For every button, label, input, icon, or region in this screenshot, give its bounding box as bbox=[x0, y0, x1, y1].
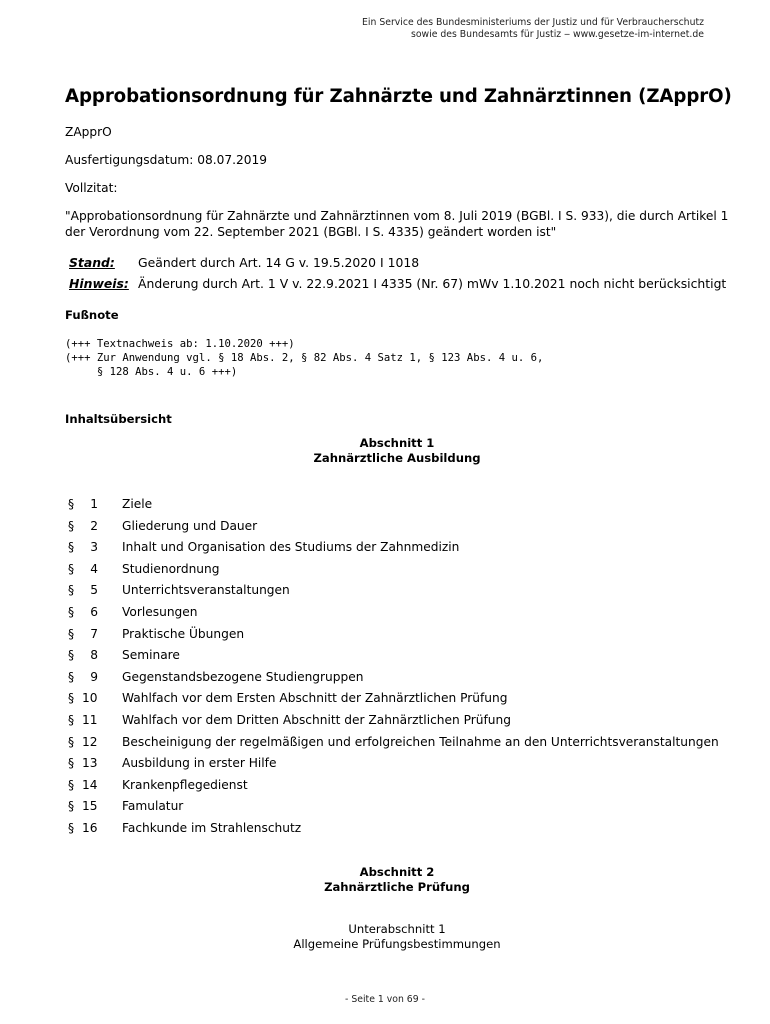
section-sign: § bbox=[68, 712, 75, 727]
unterabschnitt-1-number: Unterabschnitt 1 bbox=[348, 922, 446, 936]
section-sign: § bbox=[68, 626, 75, 641]
toc-list bbox=[0, 494, 770, 840]
stand-value: Geändert durch Art. 14 G v. 19.5.2020 I 1018 bbox=[138, 255, 420, 270]
abschnitt-2-number: Abschnitt 2 bbox=[359, 865, 435, 879]
toc-entry[interactable] bbox=[0, 818, 770, 840]
toc-entry-number: 2 bbox=[90, 518, 98, 533]
unterabschnitt-1-title: Allgemeine Prüfungsbestimmungen bbox=[293, 937, 501, 951]
toc-entry[interactable] bbox=[0, 580, 770, 602]
toc-entry-title: Wahlfach vor dem Dritten Abschnitt der Zahnärztlichen Prüfung bbox=[122, 712, 511, 727]
toc-entry[interactable] bbox=[0, 624, 770, 646]
toc-entry-number: 1 bbox=[90, 497, 98, 511]
toc-entry-number: 4 bbox=[90, 561, 98, 576]
toc-entry-title: Inhalt und Organisation des Studiums der Zahnmedizin bbox=[122, 540, 460, 555]
section-sign: § bbox=[68, 756, 75, 771]
toc-entry-title: Studienordnung bbox=[122, 561, 220, 576]
toc-entry-title: Praktische Übungen bbox=[122, 626, 245, 641]
section-sign: § bbox=[68, 669, 75, 684]
section-sign: § bbox=[68, 518, 75, 533]
section-sign: § bbox=[68, 648, 75, 663]
section-sign: § bbox=[68, 799, 75, 814]
section-sign: § bbox=[68, 497, 75, 511]
toc-entry-number: 10 bbox=[82, 691, 98, 706]
toc-entry-title: Famulatur bbox=[122, 799, 184, 814]
toc-entry-title: Gliederung und Dauer bbox=[122, 518, 258, 533]
section-sign: § bbox=[68, 691, 75, 706]
toc-entry-title: Fachkunde im Strahlenschutz bbox=[122, 820, 302, 835]
abschnitt-1-title: Zahnärztliche Ausbildung bbox=[313, 451, 481, 465]
section-sign: § bbox=[68, 604, 75, 619]
header-line-2: sowie des Bundesamts für Justiz ‒ www.gesetze-im-internet.de bbox=[410, 28, 704, 40]
abschnitt-2-heading bbox=[65, 865, 729, 895]
ausfertigungsdatum: Ausfertigungsdatum: 08.07.2019 bbox=[65, 153, 267, 167]
document-title: Approbationsordnung für Zahnärzte und Zahnärztinnen (ZApprO) bbox=[65, 86, 732, 107]
toc-heading: Inhaltsübersicht bbox=[65, 412, 172, 426]
toc-entry[interactable] bbox=[0, 796, 770, 818]
toc-entry[interactable] bbox=[0, 645, 770, 667]
toc-entry-title: Wahlfach vor dem Ersten Abschnitt der Zahnärztlichen Prüfung bbox=[122, 691, 508, 706]
toc-entry-title: Ziele bbox=[122, 497, 153, 511]
toc-entry[interactable] bbox=[0, 667, 770, 689]
toc-entry[interactable] bbox=[0, 559, 770, 581]
section-sign: § bbox=[68, 734, 75, 749]
toc-entry-number: 12 bbox=[82, 734, 98, 749]
toc-entry[interactable] bbox=[0, 688, 770, 710]
section-sign: § bbox=[68, 820, 75, 835]
toc-entry[interactable] bbox=[0, 710, 770, 732]
toc-entry-title: Vorlesungen bbox=[122, 604, 198, 619]
toc-entry[interactable] bbox=[0, 775, 770, 797]
toc-entry-number: 8 bbox=[90, 648, 98, 663]
unterabschnitt-1-heading bbox=[65, 922, 729, 952]
abbreviation: ZApprO bbox=[65, 125, 112, 139]
toc-entry[interactable] bbox=[0, 602, 770, 624]
abschnitt-2-title: Zahnärztliche Prüfung bbox=[324, 880, 470, 894]
toc-entry-title: Seminare bbox=[122, 648, 180, 663]
section-sign: § bbox=[68, 561, 75, 576]
fussnote-body: (+++ Textnachweis ab: 1.10.2020 +++) (+++ Zur Anwendung vgl. § 18 Abs. 2, § 82 Abs. 4 Satz 1, § 123 Abs. 4 u. 6, § 128 Abs. 4 u. 6 +++) bbox=[65, 338, 544, 378]
toc-entry-title: Unterrichtsveranstaltungen bbox=[122, 583, 290, 598]
page-footer: - Seite 1 von 69 - bbox=[345, 994, 425, 1005]
toc-entry-number: 9 bbox=[90, 669, 98, 684]
toc-entry[interactable] bbox=[0, 494, 770, 516]
toc-entry-number: 5 bbox=[90, 583, 98, 598]
abschnitt-1-heading bbox=[65, 436, 729, 466]
hinweis-label: Hinweis: bbox=[69, 276, 129, 291]
toc-entry-title: Gegenstandsbezogene Studiengruppen bbox=[122, 669, 364, 684]
toc-entry-title: Krankenpflegedienst bbox=[122, 777, 248, 792]
toc-entry-number: 15 bbox=[82, 799, 98, 814]
toc-entry[interactable] bbox=[0, 516, 770, 538]
toc-entry[interactable] bbox=[0, 753, 770, 775]
toc-entry-number: 13 bbox=[82, 756, 98, 771]
fussnote-heading: Fußnote bbox=[65, 308, 119, 322]
abschnitt-1-number: Abschnitt 1 bbox=[359, 436, 435, 450]
toc-entry-number: 6 bbox=[90, 604, 98, 619]
toc-entry-number: 11 bbox=[82, 712, 98, 727]
toc-entry-number: 16 bbox=[82, 820, 98, 835]
toc-entry-title: Ausbildung in erster Hilfe bbox=[122, 756, 277, 771]
toc-entry-number: 7 bbox=[90, 626, 98, 641]
vollzitat-text: "Approbationsordnung für Zahnärzte und Zahnärztinnen vom 8. Juli 2019 (BGBl. I S. 933), die durch Artikel 1 der Verordnung vom 22. September 2021 (BGBl. I S. 4335) geändert worden ist" bbox=[65, 209, 729, 239]
toc-entry[interactable] bbox=[0, 732, 770, 754]
page-header bbox=[204, 17, 704, 40]
hinweis-value: Änderung durch Art. 1 V v. 22.9.2021 I 4335 (Nr. 67) mWv 1.10.2021 noch nicht berücksichtigt bbox=[138, 276, 727, 291]
toc-entry[interactable] bbox=[0, 537, 770, 559]
section-sign: § bbox=[68, 540, 75, 555]
section-sign: § bbox=[68, 777, 75, 792]
toc-entry-title: Bescheinigung der regelmäßigen und erfolgreichen Teilnahme an den Unterrichtsveranstaltungen bbox=[122, 734, 719, 749]
toc-entry-number: 14 bbox=[82, 777, 98, 792]
section-sign: § bbox=[68, 583, 75, 598]
vollzitat-label: Vollzitat: bbox=[65, 181, 118, 195]
stand-label: Stand: bbox=[69, 255, 115, 270]
toc-entry-number: 3 bbox=[90, 540, 98, 555]
header-line-1: Ein Service des Bundesministeriums der Justiz und für Verbraucherschutz bbox=[362, 17, 704, 28]
